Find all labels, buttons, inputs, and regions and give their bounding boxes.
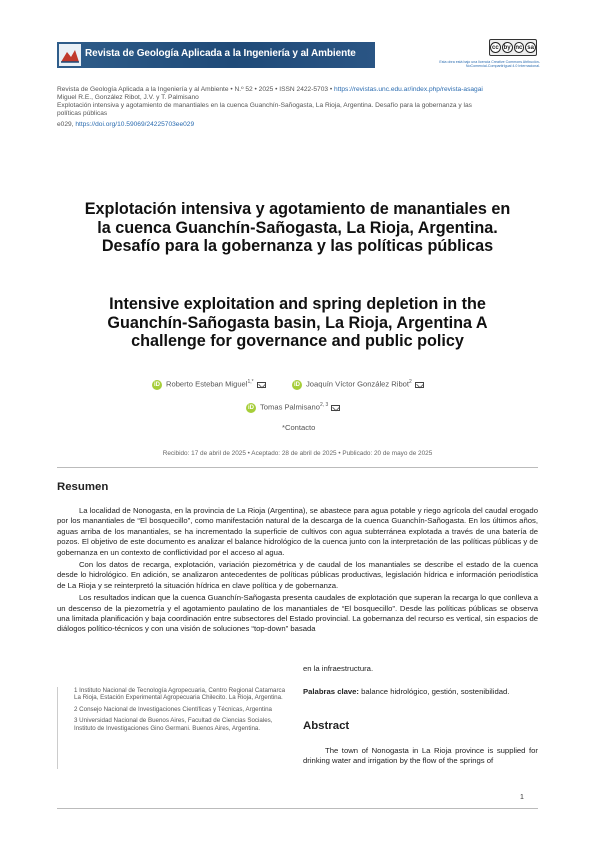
journal-info: Revista de Geología Aplicada a la Ingeniería y al Ambiente • N.º 52 • 2025 • ISSN 2422-5703 •: [57, 86, 335, 93]
contact-note: *Contacto: [282, 423, 316, 432]
abstract-heading: Abstract: [303, 720, 350, 732]
email-icon[interactable]: [415, 382, 424, 388]
cc-sa-icon: sa: [525, 42, 536, 53]
citation-line-1: [57, 86, 483, 94]
keywords-list: balance hidrológico, gestión, sostenibilidad.: [359, 687, 510, 696]
cc-icon: cc: [490, 42, 501, 53]
license-text[interactable]: Esta obra está bajo una licencia Creative Commons Atribución-NoComercial-CompartirIgual 4.0 Internacional.: [439, 60, 540, 69]
publication-dates: Recibido: 17 de abril de 2025 • Aceptado: 28 de abril de 2025 • Publicado: 20 de mayo de 2025: [162, 450, 433, 457]
doi-link[interactable]: https://doi.org/10.59069/24225703ee029: [75, 121, 195, 128]
author-3: [246, 402, 340, 413]
citation-title-cont: políticas públicas: [57, 110, 108, 117]
footnote-1: 1 Instituto Nacional de Tecnología Agropecuaria, Centro Regional Catamarca La Rioja, Estación Experimental Agropecuaria Chilecito. La Rioja, Argentina.: [74, 687, 286, 702]
title-spanish: Explotación intensiva y agotamiento de manantiales en la cuenca Guanchín-Sañogasta, La Rioja, Argentina. Desafío para la gobernanza y las políticas públicas: [84, 200, 511, 256]
divider: [57, 467, 538, 468]
resumen-paragraph-3-end: en la infraestructura.: [303, 664, 374, 673]
resumen-heading: Resumen: [57, 481, 109, 493]
orcid-icon[interactable]: iD: [248, 404, 254, 411]
resumen-paragraph-3: Los resultados indican que la cuenca Guanchín-Sañogasta presenta caudales de explotación que superan la recarga lo que conlleva a un descenso de la piezometría y el agotamiento paulatino de los manantiales de “El bosquecillo”. Desde las políticas públicas se observa una limitada planificación y baja coordinación entre subsectores del Estado provincial. La gobernanza del recurso es vertical, sin espacios de diálogos político-técnicos y con una visión de soluciones “top-down” basada: [57, 593, 539, 634]
journal-title: Revista de Geología Aplicada a la Ingeniería y al Ambiente: [85, 48, 356, 59]
journal-url-link[interactable]: https://revistas.unc.edu.ar/index.php/revista-asagai: [334, 86, 483, 93]
article-id: e029,: [57, 121, 76, 128]
author-affiliation: 2: [409, 379, 412, 385]
author-affiliation: 2, 3: [319, 402, 329, 408]
keywords: [303, 687, 538, 697]
orcid-icon[interactable]: iD: [154, 381, 160, 388]
creative-commons-badge[interactable]: [489, 39, 537, 56]
resumen-body: [57, 506, 538, 635]
author-name: Tomas Palmisano: [260, 402, 320, 412]
author-1: [152, 379, 266, 390]
footer-divider: [57, 808, 538, 809]
affiliations-footnotes: [57, 687, 286, 769]
abstract-paragraph-1: The town of Nonogasta in La Rioja province is supplied for drinking water and irrigation by the flow of the springs of: [303, 746, 538, 766]
author-name: Joaquín Víctor González Ribot: [306, 379, 409, 389]
orcid-icon[interactable]: iD: [294, 381, 300, 388]
resumen-paragraph-1: La localidad de Nonogasta, en la provincia de La Rioja (Argentina), se abastece para agua potable y riego agrícola del caudal erogado por los manantiales de “El bosquecillo”, como manifestación natural de la descarga de la cuenca Guanchín-Sañogasta. En los últimos años, aguas arriba de los manantiales, se ha incrementado la superficie de cultivos con agua subterránea explotada a través de una batería de pozos. El objetivo de este documento es analizar el balance hidrológico de la cuenca junto con la interpretación de las políticas públicas y de gobernanza en un contexto de conflictividad por el acceso al agua.: [57, 506, 538, 557]
journal-logo-icon: [59, 44, 81, 66]
citation-title: Explotación intensiva y agotamiento de manantiales en la cuenca Guanchín-Sañogasta, La Rioja, Argentina. Desafío para la gobernanza y las: [57, 102, 472, 109]
citation-authors: Miguel R.E., González Ribot, J.V. y T. Palmisano: [57, 94, 199, 101]
email-icon[interactable]: [331, 405, 340, 411]
author-name: Roberto Esteban Miguel: [166, 379, 248, 389]
cc-nc-icon: nc: [514, 42, 525, 53]
citation-doi: [57, 121, 194, 129]
cc-by-icon: by: [502, 42, 513, 53]
title-english: Intensive exploitation and spring depletion in the Guanchín-Sañogasta basin, La Rioja, Argentina A challenge for governance and public policy: [107, 295, 488, 351]
footnote-2: 2 Consejo Nacional de Investigaciones Científicas y Técnicas, Argentina: [74, 705, 272, 713]
keywords-label: Palabras clave:: [303, 687, 359, 696]
resumen-paragraph-2: Con los datos de recarga, explotación, variación piezométrica y de caudal de los manantiales se describe el estado de la cuenca desde lo hidrológico. En adición, se analizaron antecedentes de políticas públicas productivas, legislación hídrica e información periodística de La Rioja y se reinterpretó la situación hídrica en clave política y de gobernanza.: [57, 560, 538, 590]
author-2: [292, 379, 424, 390]
email-icon[interactable]: [257, 382, 266, 388]
footnote-3: 3 Universidad Nacional de Buenos Aires, Facultad de Ciencias Sociales, Instituto de Investigaciones Gino Germani. Buenos Aires, Argentina.: [74, 717, 273, 732]
page-number: 1: [520, 794, 524, 801]
author-affiliation: 1,*: [247, 379, 254, 385]
journal-banner: [57, 42, 375, 68]
